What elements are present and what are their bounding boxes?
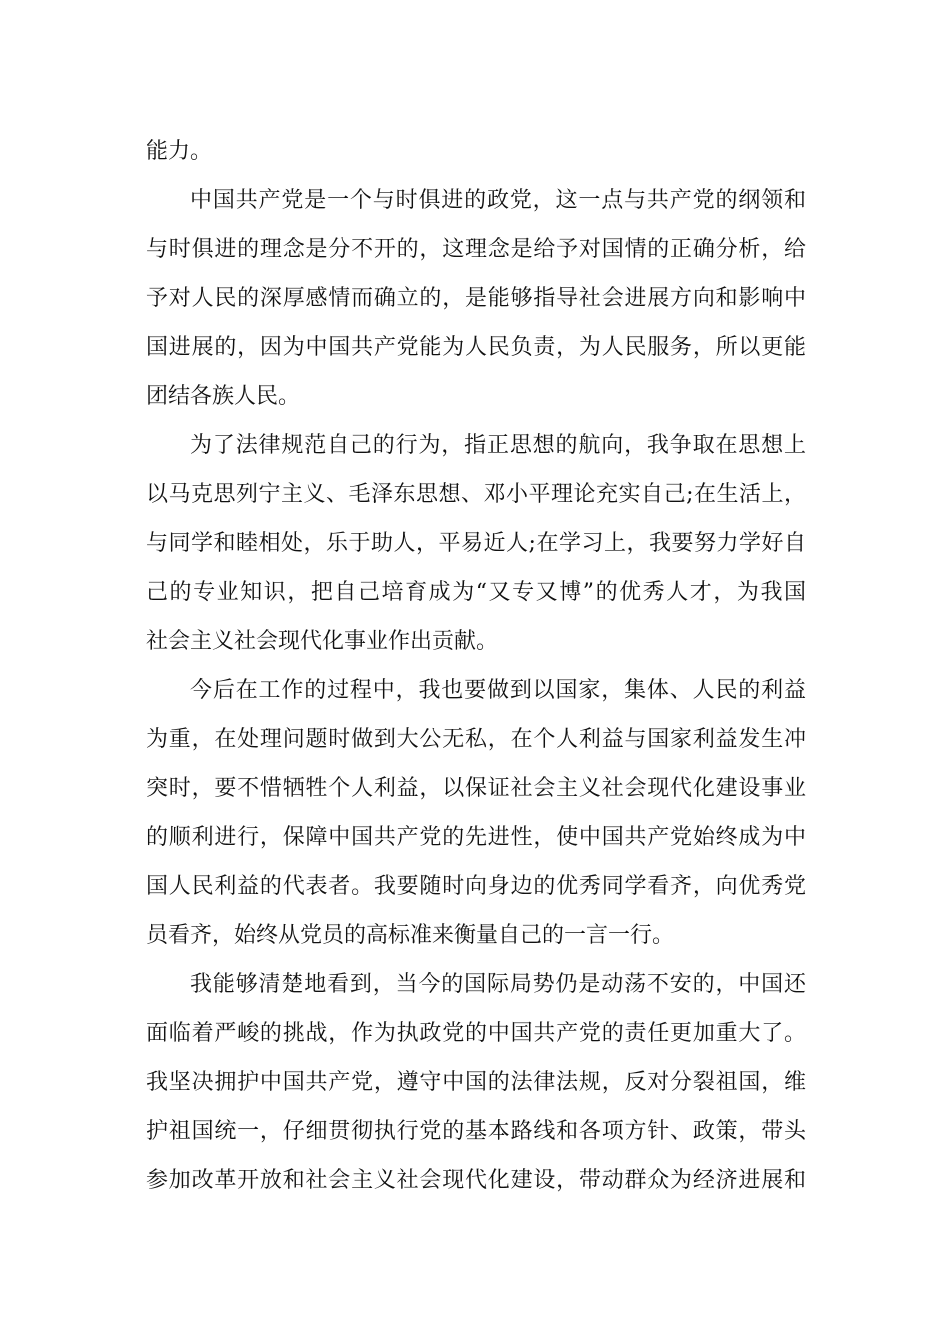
text-line: 予对人民的深厚感情而确立的，是能够指导社会进展方向和影响中 xyxy=(146,286,806,311)
text-line: 为了法律规范自己的行为，指正思想的航向，我争取在思想上 xyxy=(190,433,806,458)
text-line: 以马克思列宁主义、毛泽东思想、邓小平理论充实自己;在生活上， xyxy=(146,482,806,507)
document-body xyxy=(146,127,806,1205)
text-line: 突时，要不惜牺牲个人利益，以保证社会主义社会现代化建设事业 xyxy=(146,776,806,801)
text-line: 我能够清楚地看到，当今的国际局势仍是动荡不安的，中国还 xyxy=(190,972,806,997)
text-line: 为重，在处理问题时做到大公无私，在个人利益与国家利益发生冲 xyxy=(146,727,806,752)
text-line: 的顺利进行，保障中国共产党的先进性，使中国共产党始终成为中 xyxy=(146,825,806,850)
text-line: 我坚决拥护中国共产党，遵守中国的法律法规，反对分裂祖国，维 xyxy=(146,1070,806,1095)
text-line: 与时俱进的理念是分不开的，这理念是给予对国情的正确分析，给 xyxy=(146,237,806,262)
text-line: 能力。 xyxy=(146,139,213,164)
text-line: 团结各族人民。 xyxy=(146,384,301,409)
text-line: 护祖国统一，仔细贯彻执行党的基本路线和各项方针、政策，带头 xyxy=(146,1119,806,1144)
text-line: 参加改革开放和社会主义社会现代化建设，带动群众为经济进展和 xyxy=(146,1168,806,1193)
text-line: 中国共产党是一个与时俱进的政党，这一点与共产党的纲领和 xyxy=(190,188,806,213)
text-line: 社会主义社会现代化事业作出贡献。 xyxy=(146,629,499,654)
text-line: 今后在工作的过程中，我也要做到以国家，集体、人民的利益 xyxy=(190,678,806,703)
text-line: 面临着严峻的挑战，作为执政党的中国共产党的责任更加重大了。 xyxy=(146,1021,806,1046)
text-line: 员看齐，始终从党员的高标准来衡量自己的一言一行。 xyxy=(146,923,675,948)
text-line: 国进展的，因为中国共产党能为人民负责，为人民服务，所以更能 xyxy=(146,335,806,360)
text-line: 己的专业知识，把自己培育成为“又专又博”的优秀人才，为我国 xyxy=(146,580,806,605)
text-line: 与同学和睦相处，乐于助人，平易近人;在学习上，我要努力学好自 xyxy=(146,531,806,556)
text-line: 国人民利益的代表者。我要随时向身边的优秀同学看齐，向优秀党 xyxy=(146,874,806,899)
